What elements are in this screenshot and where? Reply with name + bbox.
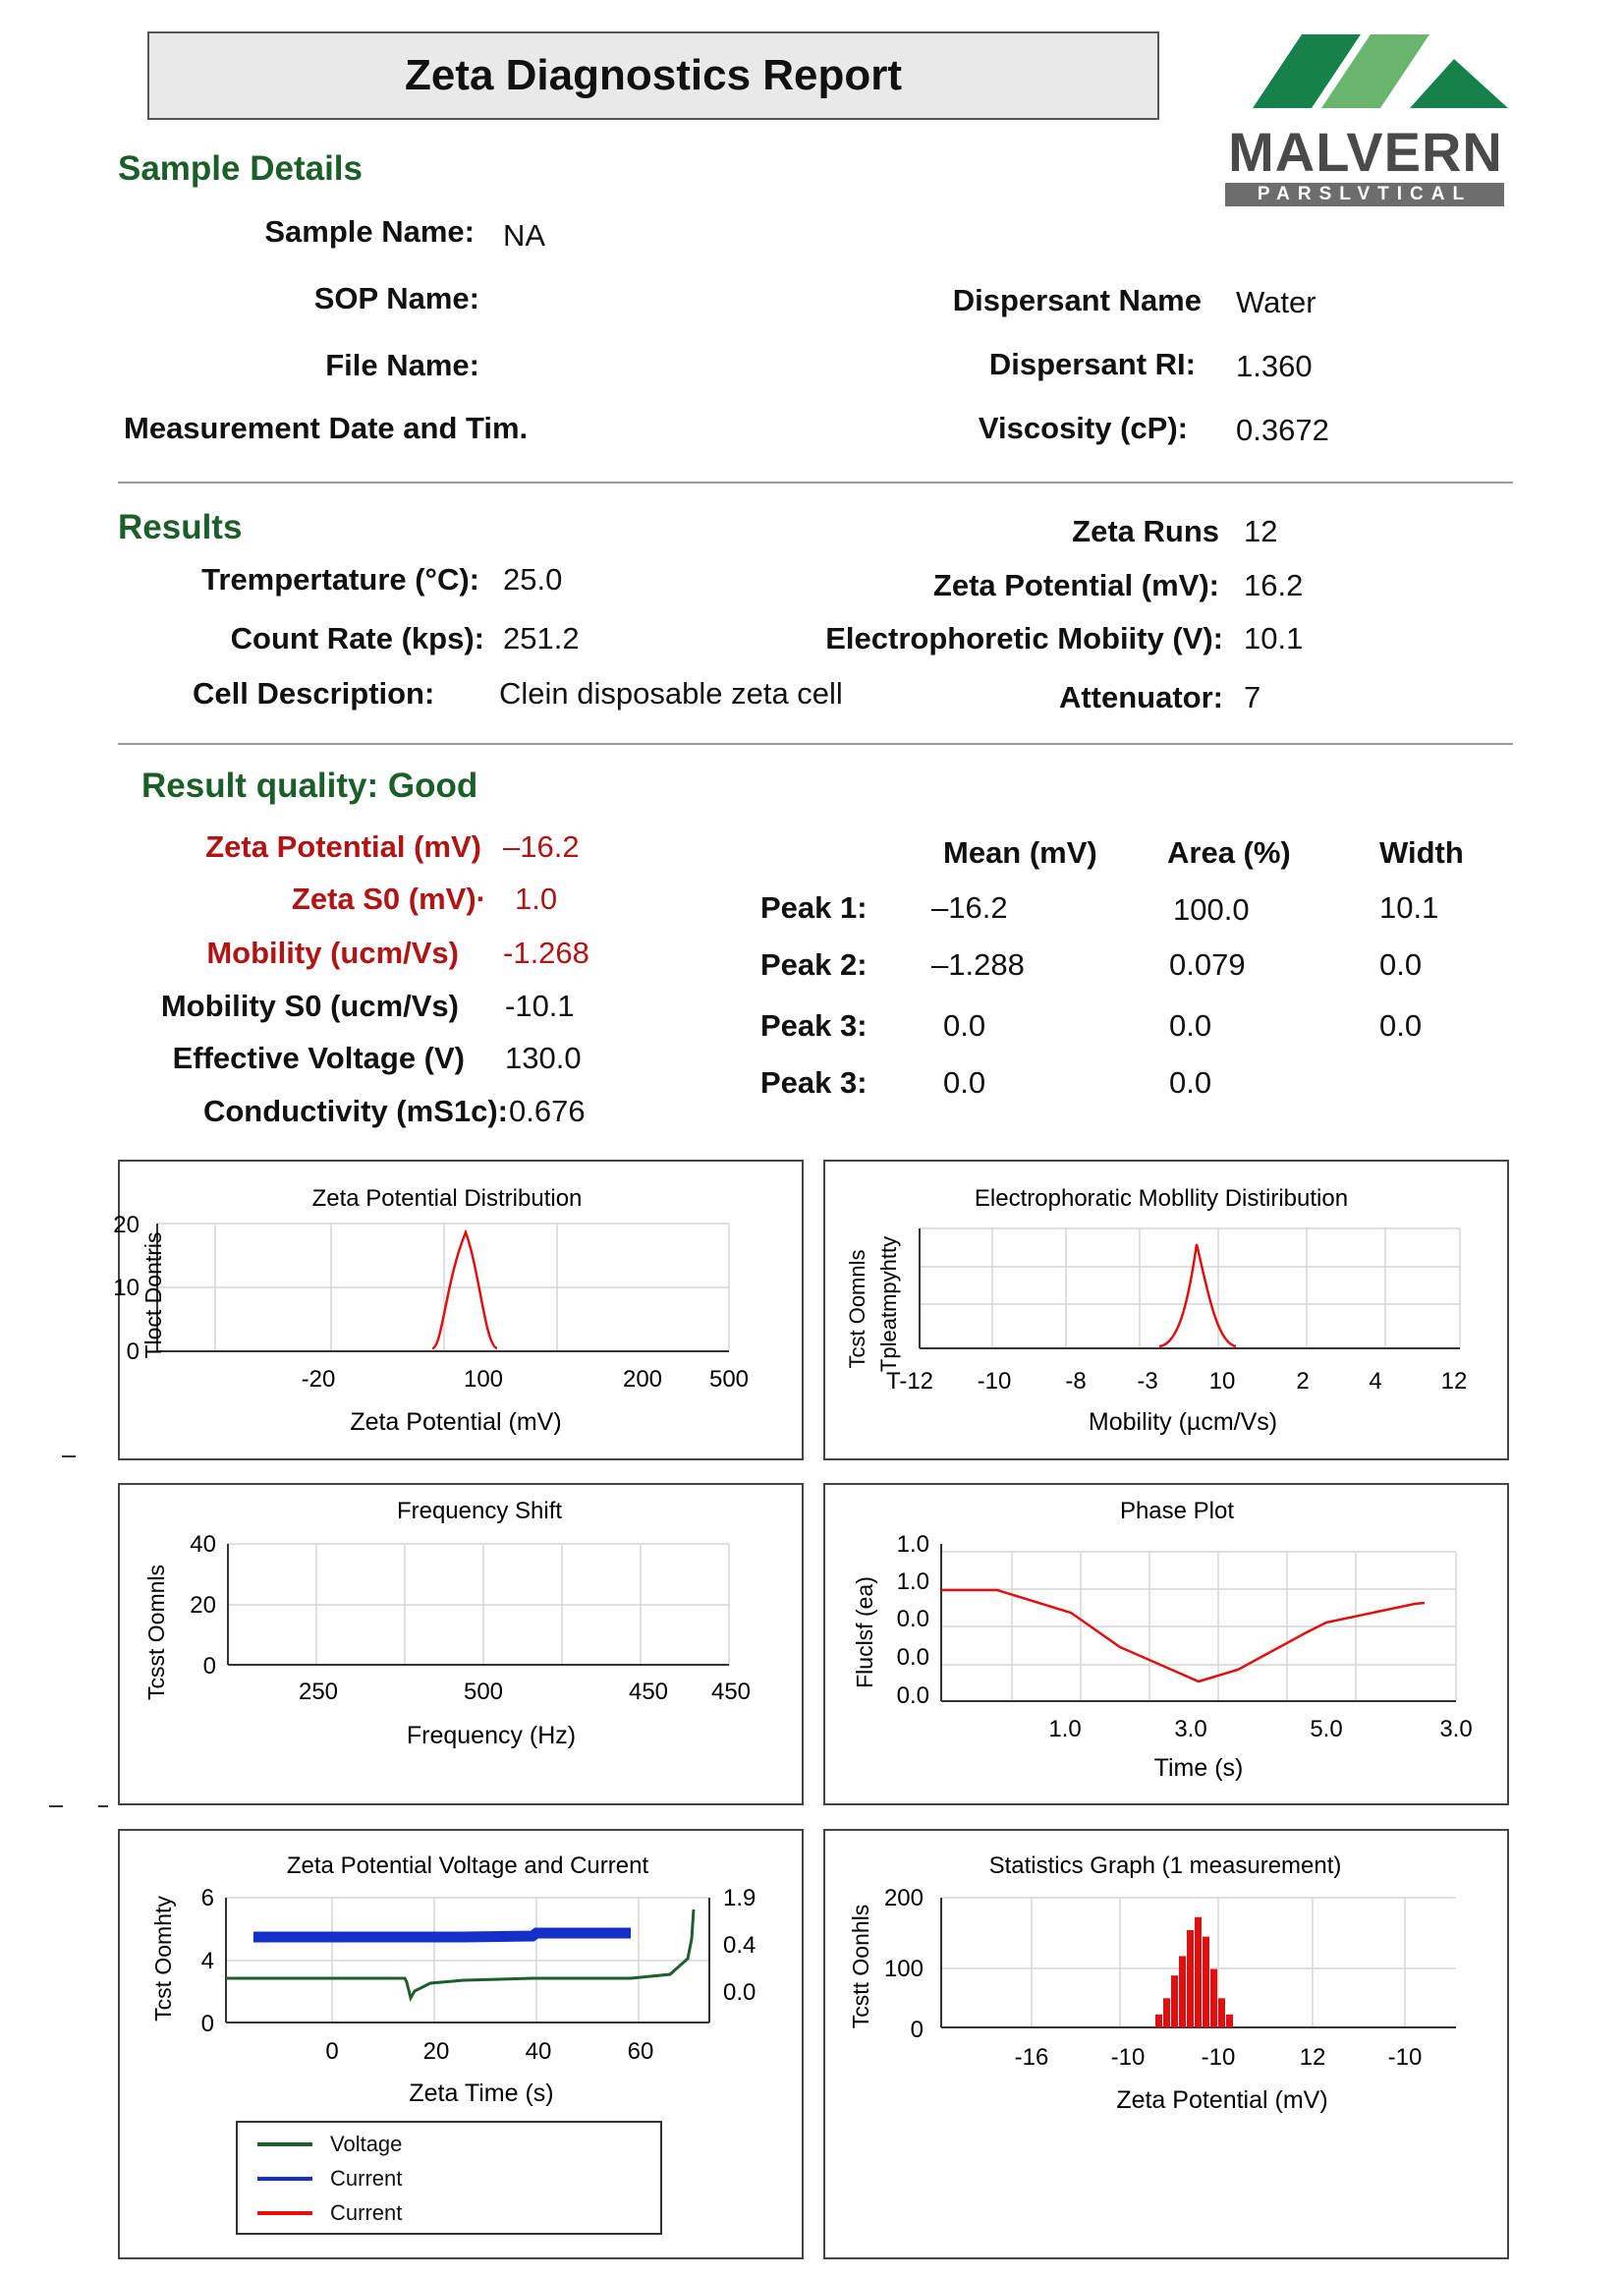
sample-details-heading: Sample Details: [118, 149, 363, 188]
peak-header-area: Area (%): [1167, 835, 1291, 870]
x-tick-label: -8: [1065, 1368, 1087, 1395]
margin-mark: [49, 1805, 63, 1807]
temperature-value: 25.0: [503, 562, 563, 597]
x-axis-label: Mobility (µcm/Vs): [1088, 1408, 1278, 1436]
sample-name-value: NA: [503, 218, 546, 253]
legend-item-voltage: [257, 2130, 402, 2159]
cell-description-label: Cell Description:: [193, 676, 435, 711]
dispersant-name-value: Water: [1236, 285, 1316, 319]
y2-tick-label: 1.9: [723, 1885, 756, 1911]
y-axis-label: Fluclsf (ea): [852, 1576, 877, 1688]
y-tick-label: 1.0: [896, 1568, 929, 1595]
margin-mark: [98, 1805, 108, 1807]
quality-zeta-s0-label: Zeta S0 (mV)·: [291, 882, 486, 916]
dispersant-name-label: Dispersant Name: [952, 283, 1202, 317]
x-tick-label: -3: [1137, 1368, 1158, 1395]
legend-label: Voltage: [330, 2132, 403, 2156]
x-axis-label: Zeta Time (s): [409, 2080, 554, 2107]
file-name-label: File Name:: [325, 348, 479, 382]
peak-row-mean: –1.288: [931, 947, 1025, 982]
voltage-line: [226, 1909, 694, 1998]
malvern-logo: [1223, 29, 1508, 211]
histogram-bar: [1187, 1930, 1194, 2027]
x-tick-label: 100: [463, 1366, 504, 1393]
current-line: [253, 1933, 631, 1937]
histogram-bar: [1171, 1975, 1178, 2027]
result-quality-heading: Result quality: Good: [141, 767, 478, 805]
legend-item-current: [257, 2164, 402, 2194]
histogram-bar: [1210, 1969, 1217, 2027]
x-tick-label: 3.0: [1174, 1716, 1207, 1742]
quality-mobility-label: Mobility (ucm/Vs): [206, 936, 459, 970]
measurement-date-label: Measurement Date and Tim.: [124, 411, 529, 445]
x-tick-label: -10: [1387, 2044, 1423, 2071]
x-tick-label: -10: [977, 1368, 1012, 1395]
x-tick-label: 12: [1299, 2044, 1326, 2071]
peak-row-label: Peak 3:: [760, 1065, 868, 1100]
histogram-bar: [1179, 1956, 1186, 2027]
y-tick-label: 200: [883, 1885, 924, 1911]
peak-row-area: 0.079: [1169, 947, 1246, 982]
y-tick-label: 4: [200, 1948, 214, 1974]
x-tick-label: 5.0: [1310, 1716, 1343, 1742]
peak-row-mean: 0.0: [943, 1008, 986, 1043]
legend-item-current-red: [257, 2198, 402, 2228]
x-tick-label: 450: [710, 1679, 752, 1705]
x-tick-label: 0: [325, 2038, 339, 2065]
viscosity-label: Viscosity (cP):: [978, 411, 1188, 445]
x-tick-label: -10: [1110, 2044, 1146, 2071]
histogram-bars: [1155, 1917, 1233, 2027]
divider: [118, 482, 1513, 484]
x-tick-label: 500: [463, 1679, 504, 1705]
statistics-graph-panel: [823, 1829, 1509, 2259]
chart-title: Electrophoratic Mobllity Distiribution: [974, 1185, 1349, 1212]
divider: [118, 743, 1513, 745]
x-tick-label: 2: [1296, 1368, 1310, 1395]
electrophoretic-mobility-label: Electrophoretic Mobiity (V):: [825, 621, 1223, 655]
x-tick-label: 450: [628, 1679, 669, 1705]
x-tick-label: -20: [301, 1366, 336, 1393]
x-tick-label: 10: [1208, 1368, 1236, 1395]
peak-row-area: 0.0: [1169, 1008, 1212, 1043]
effective-voltage-label: Effective Voltage (V): [172, 1041, 465, 1075]
quality-zeta-potential-label: Zeta Potential (mV): [205, 829, 481, 864]
histogram-bar: [1203, 1937, 1209, 2027]
zeta-runs-value: 12: [1244, 514, 1278, 548]
cell-description-value: Clein disposable zeta cell: [499, 676, 843, 711]
x-tick-label: 1.0: [1048, 1716, 1082, 1742]
x-tick-label: T-12: [885, 1368, 934, 1395]
y-tick-label: 0: [910, 2017, 924, 2043]
electrophoretic-mobility-value: 10.1: [1244, 621, 1304, 655]
histogram-bar: [1163, 1998, 1170, 2027]
dispersant-ri-label: Dispersant RI:: [988, 347, 1196, 381]
peak-row-width: 0.0: [1379, 947, 1423, 982]
quality-mobility-value: -1.268: [503, 936, 589, 970]
sample-name-label: Sample Name:: [264, 214, 475, 249]
x-axis-label: Frequency (Hz): [406, 1722, 577, 1749]
peak-row-width: 10.1: [1379, 890, 1439, 925]
histogram-bar: [1218, 1998, 1225, 2027]
y-axis-label: Tcst Oomnls: [845, 1249, 869, 1369]
viscosity-value: 0.3672: [1236, 413, 1329, 447]
x-tick-label: 12: [1440, 1368, 1468, 1395]
zeta-runs-label: Zeta Runs: [1072, 514, 1219, 548]
legend-swatch: [257, 2211, 312, 2215]
y-tick-label: 0.0: [896, 1606, 929, 1632]
x-tick-label: 200: [622, 1366, 663, 1393]
y-tick-label: 10: [113, 1275, 140, 1301]
chart-title: Phase Plot: [1119, 1498, 1235, 1524]
y-axis-label: Tloct Dontris: [140, 1231, 166, 1359]
y-tick-label: 0.0: [896, 1682, 929, 1709]
histogram-bar: [1226, 2015, 1233, 2027]
peak-header-width: Width: [1379, 835, 1464, 870]
x-axis-label: Zeta Potential (mV): [350, 1408, 562, 1436]
peak-row-area: 100.0: [1173, 892, 1250, 927]
chart-title: Zeta Potential Distribution: [311, 1185, 583, 1212]
x-tick-label: 20: [422, 2038, 450, 2065]
peak-row-label: Peak 2:: [760, 947, 868, 982]
attenuator-label: Attenuator:: [1058, 680, 1223, 714]
count-rate-label: Count Rate (kps):: [230, 621, 484, 655]
chart-legend: [236, 2121, 662, 2235]
conductivity-value: 0.676: [509, 1094, 586, 1128]
x-tick-label: 40: [525, 2038, 552, 2065]
x-tick-label: -10: [1201, 2044, 1236, 2071]
zeta-distribution-panel: [113, 1160, 804, 1460]
quality-mobility-s0-label: Mobility S0 (ucm/Vs): [160, 989, 459, 1023]
y-tick-label: 0: [126, 1339, 140, 1365]
report-title: Zeta Diagnostics Report: [147, 31, 1159, 120]
x-axis-label: Zeta Potential (mV): [1116, 2086, 1328, 2114]
histogram-bar: [1155, 2015, 1162, 2027]
sop-name-label: SOP Name:: [313, 281, 479, 315]
y-tick-label: 40: [190, 1531, 216, 1558]
peak-header-mean: Mean (mV): [943, 835, 1097, 870]
peak-row-width: 0.0: [1379, 1008, 1423, 1043]
results-heading: Results: [118, 508, 243, 546]
frequency-shift-panel: [118, 1483, 804, 1805]
y-tick-label: 100: [883, 1956, 924, 1982]
chart-title: Zeta Potential Voltage and Current: [286, 1852, 649, 1879]
quality-mobility-s0-value: -10.1: [505, 989, 575, 1023]
histogram-bar: [1195, 1917, 1202, 2027]
y-axis-label: Tcstt Oonhls: [848, 1904, 873, 2029]
quality-zeta-s0-value: 1.0: [515, 882, 558, 916]
legend-label: Current: [330, 2166, 403, 2191]
logo-sub-text: PARSLVTICAL: [1225, 183, 1504, 206]
chart-title: Statistics Graph (1 measurement): [988, 1852, 1342, 1879]
margin-mark: [62, 1455, 76, 1457]
phase-line: [941, 1590, 1425, 1681]
logo-brand-text: MALVERN: [1228, 121, 1503, 183]
peak-row-mean: 0.0: [943, 1065, 986, 1100]
zeta-potential-label: Zeta Potential (mV):: [932, 568, 1219, 602]
y-tick-label: 0: [202, 1653, 216, 1680]
dispersant-ri-value: 1.360: [1236, 349, 1313, 383]
y-tick-label: 6: [200, 1885, 214, 1911]
peak-row-label: Peak 3:: [760, 1008, 868, 1043]
chart-title: Frequency Shift: [396, 1498, 563, 1524]
peak-row-label: Peak 1:: [760, 890, 868, 925]
temperature-label: Trempertature (°C):: [201, 562, 479, 597]
mobility-distribution-panel: [823, 1160, 1509, 1460]
count-rate-value: 251.2: [503, 621, 580, 655]
y-axis-label: Tcst Oomhty: [150, 1896, 176, 2022]
x-axis-label: Time (s): [1153, 1754, 1244, 1782]
x-tick-label: 3.0: [1439, 1716, 1473, 1742]
zeta-potential-value: 16.2: [1244, 568, 1304, 602]
x-tick-label: 60: [627, 2038, 654, 2065]
quality-zeta-potential-value: –16.2: [503, 829, 580, 864]
y-tick-label: 0: [200, 2011, 214, 2037]
x-tick-label: -16: [1014, 2044, 1049, 2071]
distribution-curve: [432, 1232, 497, 1348]
peak-row-mean: –16.2: [931, 890, 1008, 925]
legend-swatch: [257, 2177, 312, 2181]
x-tick-label: 250: [298, 1679, 339, 1705]
y-tick-label: 0.0: [896, 1644, 929, 1671]
peak-row-area: 0.0: [1169, 1065, 1212, 1100]
y2-tick-label: 0.0: [723, 1979, 756, 2006]
conductivity-label: Conductivity (mS1c):: [202, 1094, 508, 1128]
phase-plot-panel: [823, 1483, 1509, 1805]
y-axis-label-secondary: Tpleatmpyhtty: [876, 1235, 901, 1373]
y-tick-label: 1.0: [896, 1531, 929, 1558]
legend-label: Current: [330, 2200, 403, 2225]
y-tick-label: 20: [113, 1212, 140, 1238]
legend-swatch: [257, 2142, 312, 2146]
x-tick-label: 500: [708, 1366, 750, 1393]
attenuator-value: 7: [1244, 680, 1261, 714]
y-tick-label: 20: [190, 1592, 216, 1619]
x-tick-label: 4: [1369, 1368, 1382, 1395]
y-axis-label: Tcsst Oomnls: [143, 1564, 169, 1701]
distribution-curve: [1159, 1244, 1236, 1346]
effective-voltage-value: 130.0: [505, 1041, 582, 1075]
y2-tick-label: 0.4: [723, 1932, 756, 1959]
